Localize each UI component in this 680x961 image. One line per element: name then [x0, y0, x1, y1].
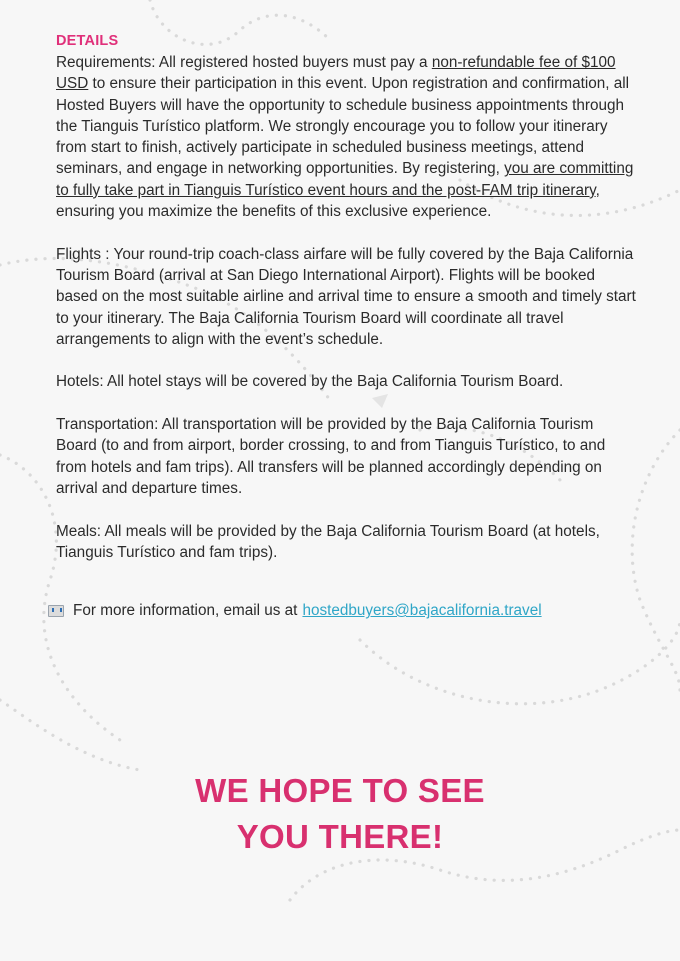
requirements-paragraph: [56, 52, 636, 222]
transportation-paragraph: Transportation: All transportation will be provided by the Baja California Tourism Board (to and from airport, border crossing, to and from Tianguis Turístico, to and from hotels and fam trips). All transfers will be planned accordingly depending on arrival and departure times.: [56, 416, 606, 497]
closing-line-1: WE HOPE TO SEE: [195, 772, 485, 809]
details-heading: DETAILS: [56, 33, 119, 49]
closing-line-2: YOU THERE!: [236, 818, 444, 855]
email-link[interactable]: hostedbuyers@bajacalifornia.travel: [302, 602, 542, 620]
closing-message: [0, 768, 680, 860]
flights-paragraph: Flights : Your round-trip coach-class airfare will be fully covered by the Baja California Tourism Board (arrival at San Diego International Airport). Flights will be booked based on the most suitable airline and arrival time to ensure a smooth and timely start to your itinerary. The Baja California Tourism Board will coordinate all travel arrangements to align with the event’s schedule.: [56, 245, 636, 348]
contact-line: [48, 600, 636, 621]
email-icon: [48, 605, 64, 617]
hotels-paragraph: Hotels: All hotel stays will be covered by the Baja California Tourism Board.: [56, 373, 564, 391]
commitment-underlined-text: you are committing to fully take part in Tianguis Turístico event hours and the post-FAM trip itinerary: [56, 160, 634, 199]
fee-underlined-text: non-refundable fee of $100 USD: [56, 54, 616, 93]
requirements-text-3: , ensuring you maximize the benefits of this exclusive experience.: [56, 181, 600, 221]
requirements-text-1: Requirements: All registered hosted buyers must pay a: [56, 54, 432, 71]
details-section: [56, 31, 636, 621]
contact-text: For more information, email us at: [73, 602, 298, 620]
meals-paragraph: Meals: All meals will be provided by the Baja California Tourism Board (at hotels, Tianguis Turístico and fam trips).: [56, 522, 600, 561]
requirements-text-2: to ensure their participation in this event. Upon registration and confirmation, all Hosted Buyers will have the opportunity to schedule business appointments through the Tianguis Turístico platform. We strongly encourage you to follow your itinerary from start to finish, actively participate in scheduled business meetings, attend seminars, and engage in networking opportunities. By registering,: [56, 75, 630, 178]
